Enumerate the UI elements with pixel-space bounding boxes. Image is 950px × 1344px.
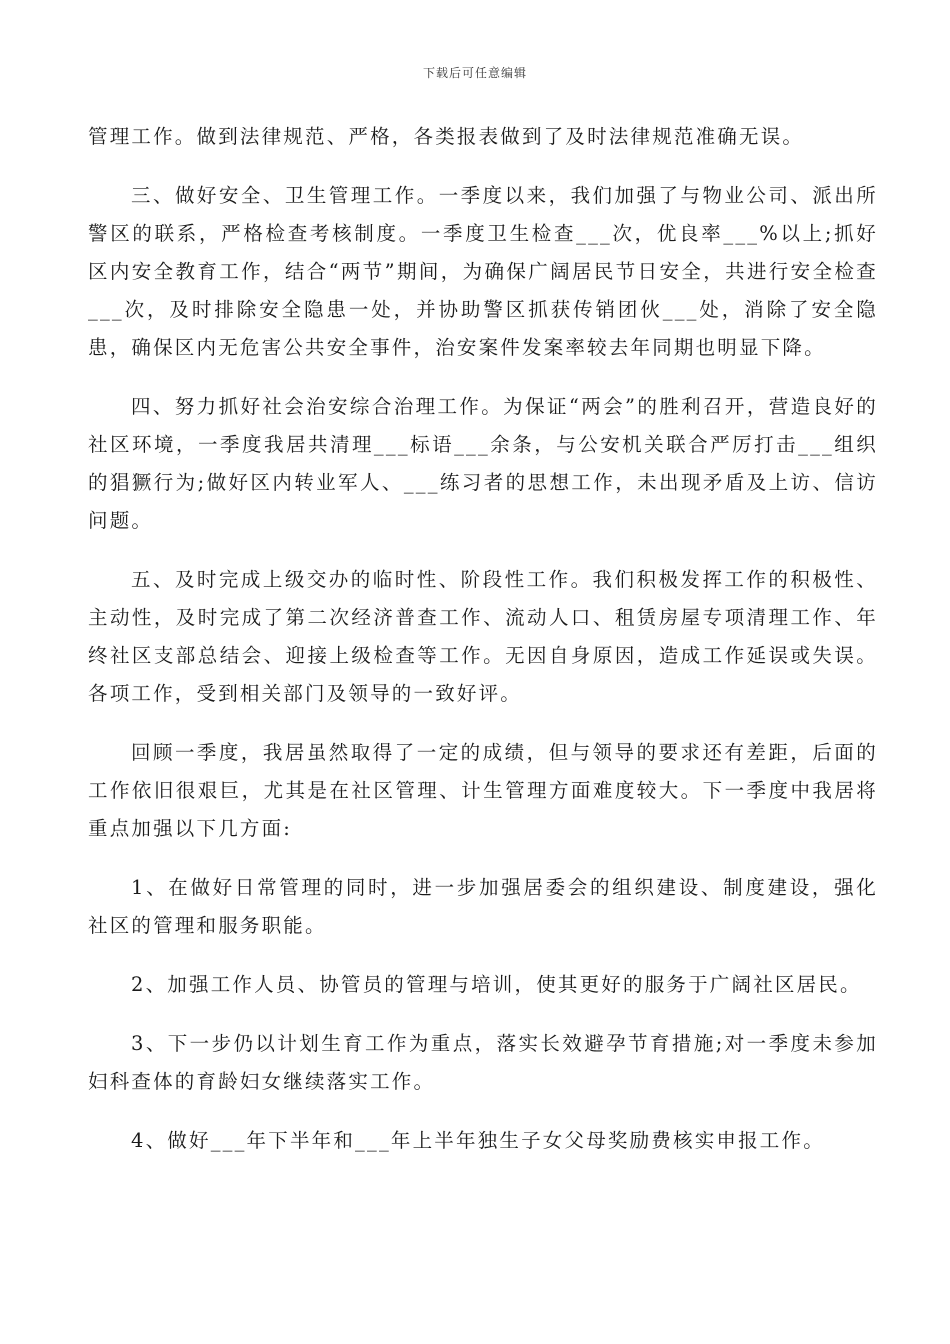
list-item-1: 1、在做好日常管理的同时，进一步加强居委会的组织建设、制度建设，强化社区的管理和服务职能。 xyxy=(88,876,878,937)
paragraph-temporary-tasks: 五、及时完成上级交办的临时性、阶段性工作。我们积极发挥工作的积极性、主动性，及时完成了第二次经济普查工作、流动人口、租赁房屋专项清理工作、年终社区支部总结会、迎接上级检查等工作。无因自身原因，造成工作延误或失误。各项工作，受到相关部门及领导的一致好评。 xyxy=(88,568,878,705)
list-item-3: 3、下一步仍以计划生育工作为重点，落实长效避孕节育措施;对一季度未参加妇科查体的育龄妇女继续落实工作。 xyxy=(88,1032,878,1093)
paragraph-public-security: 四、努力抓好社会治安综合治理工作。为保证“两会”的胜利召开，营造良好的社区环境，一季度我居共清理___标语___余条，与公安机关联合严厉打击___组织的猖獗行为;做好区内转业军人、___练习者的思想工作，未出现矛盾及上访、信访问题。 xyxy=(88,395,878,532)
paragraph-safety-hygiene: 三、做好安全、卫生管理工作。一季度以来，我们加强了与物业公司、派出所警区的联系，严格检查考核制度。一季度卫生检查___次，优良率___%以上;抓好区内安全教育工作，结合“两节”期间，为确保广阔居民节日安全，共进行安全检查___次，及时排除安全隐患一处，并协助警区抓获传销团伙___处，消除了安全隐患，确保区内无危害公共安全事件，治安案件发案率较去年同期也明显下降。 xyxy=(88,184,878,359)
page-header-note: 下载后可任意编辑 xyxy=(422,66,527,80)
document-body xyxy=(88,118,878,1181)
paragraph-review: 回顾一季度，我居虽然取得了一定的成绩，但与领导的要求还有差距，后面的工作依旧很艰巨，尤其是在社区管理、计生管理方面难度较大。下一季度中我居将重点加强以下几方面: xyxy=(88,741,878,840)
paragraph-continuation: 管理工作。做到法律规范、严格，各类报表做到了及时法律规范准确无误。 xyxy=(88,125,805,148)
list-item-4: 4、做好___年下半年和___年上半年独生子女父母奖励费核实申报工作。 xyxy=(131,1129,825,1152)
list-item-2: 2、加强工作人员、协管员的管理与培训，使其更好的服务于广阔社区居民。 xyxy=(131,973,862,996)
